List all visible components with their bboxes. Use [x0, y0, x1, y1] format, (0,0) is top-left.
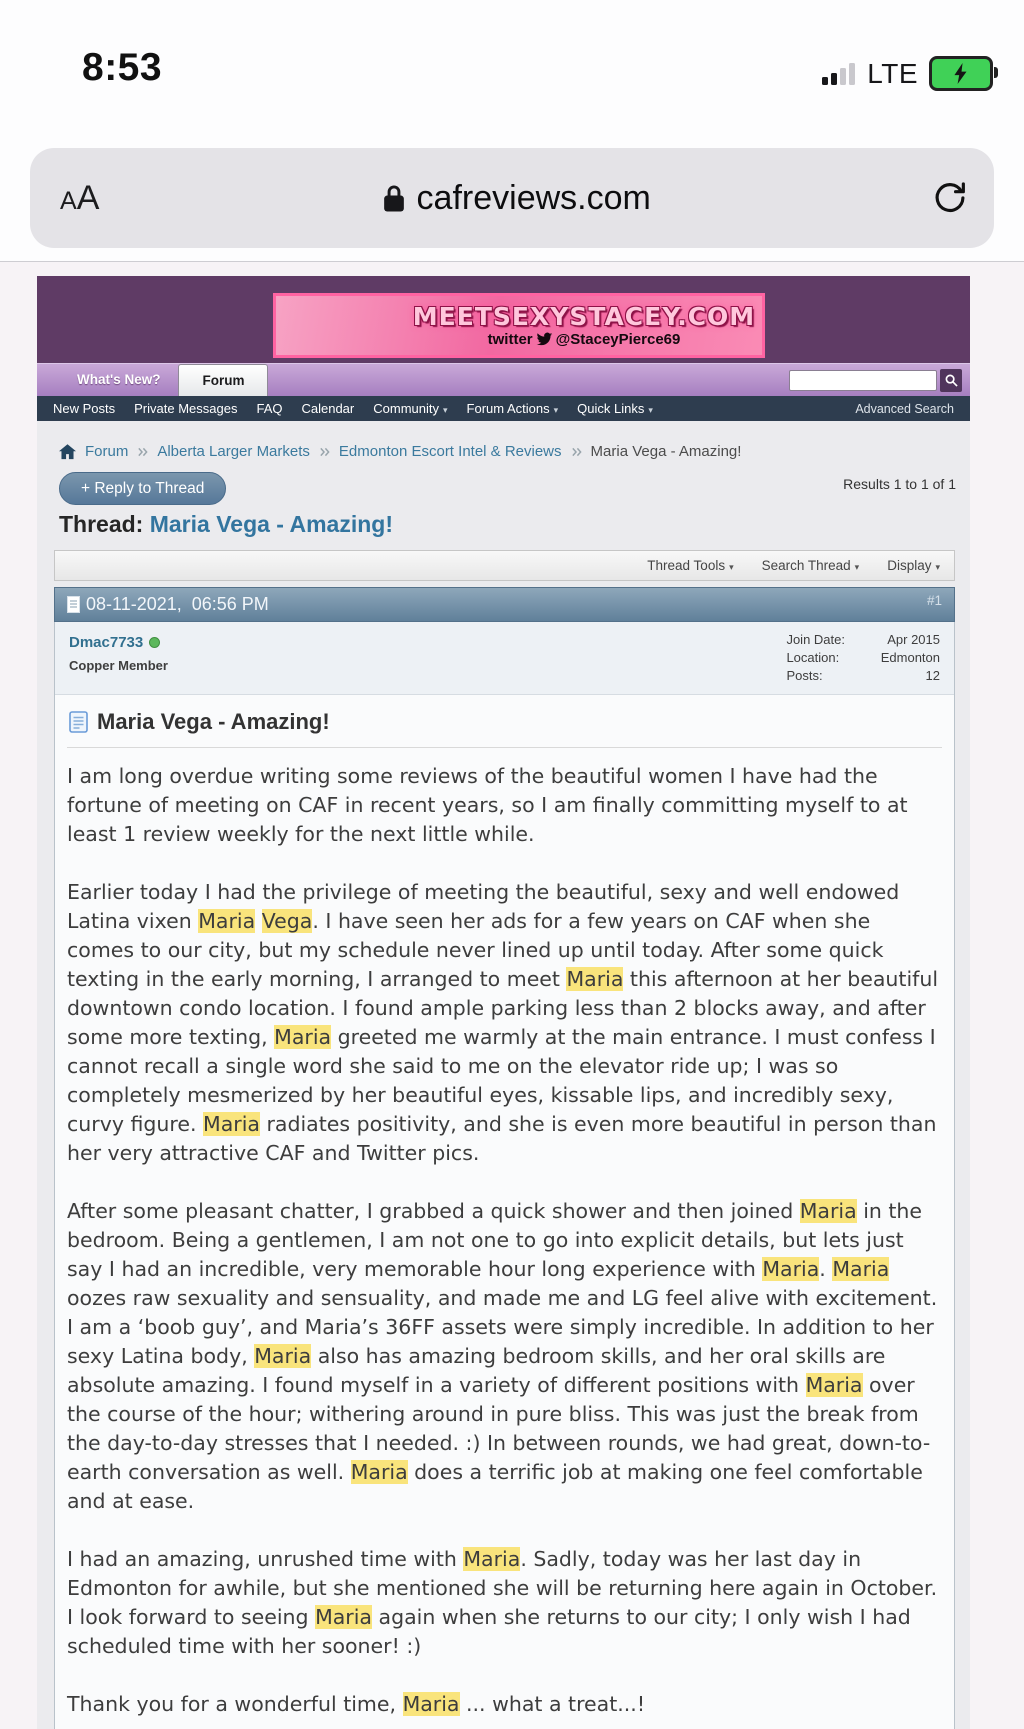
url-field[interactable] — [99, 179, 932, 218]
network-type-label: LTE — [867, 57, 918, 89]
highlighted-term: Maria — [402, 1692, 460, 1716]
cellular-signal-icon — [822, 62, 856, 86]
post-body — [67, 762, 942, 1719]
thread-toolbar — [54, 550, 955, 581]
nav-calendar[interactable]: Calendar — [301, 401, 355, 416]
location-label: Location: — [786, 650, 840, 665]
highlighted-term: Maria — [198, 909, 256, 933]
author-rank: Copper Member — [69, 658, 168, 673]
webpage — [0, 262, 1024, 1729]
post-title-row — [67, 707, 942, 748]
reload-button[interactable] — [932, 180, 968, 216]
breadcrumb-separator-icon — [319, 446, 330, 458]
browser-chrome — [0, 148, 1024, 262]
highlighted-term: Maria — [274, 1025, 332, 1049]
search-button[interactable] — [940, 369, 962, 392]
banner-photo — [276, 296, 406, 355]
breadcrumb-separator-icon — [571, 446, 582, 458]
author-username-link[interactable]: Dmac7733 — [69, 634, 144, 651]
post-title-text: Maria Vega - Amazing! — [97, 709, 330, 734]
tab-whats-new[interactable]: What's New? — [77, 372, 161, 387]
author-stats — [786, 631, 940, 685]
post-paragraph: Thank you for a wonderful time, Maria ... what a treat...! — [67, 1692, 646, 1716]
breadcrumb-forum[interactable]: Forum — [85, 443, 129, 460]
document-icon — [69, 711, 88, 733]
highlighted-term: Maria — [566, 967, 624, 991]
thread-title-link[interactable]: Maria Vega - Amazing! — [149, 511, 393, 537]
nav-forum-actions[interactable]: Forum Actions ▾ — [466, 401, 559, 416]
highlighted-term: Vega — [261, 909, 313, 933]
results-count: Results 1 to 1 of 1 — [843, 476, 956, 492]
ad-banner[interactable] — [273, 293, 765, 358]
online-status-icon — [149, 637, 160, 648]
nav-faq[interactable]: FAQ — [256, 401, 283, 416]
breadcrumb-separator-icon — [137, 446, 148, 458]
banner-title: MEETSEXYSTACEY.COM — [412, 302, 756, 331]
posts-value: 12 — [925, 668, 940, 683]
post-header-bar — [54, 587, 955, 622]
display-dropdown[interactable]: Display ▾ — [887, 558, 940, 573]
join-date-label: Join Date: — [786, 632, 845, 647]
highlighted-term: Maria — [832, 1257, 890, 1281]
highlighted-term: Maria — [315, 1605, 372, 1629]
chevron-down-icon: ▾ — [443, 405, 448, 415]
post-number-link[interactable]: #1 — [926, 593, 942, 608]
post-paragraph: I am long overdue writing some reviews of the beautiful women I have had the fortune of meeting on CAF in recent years, so I am finally committing myself to at least 1 review weekly for the next little while. — [67, 764, 908, 846]
highlighted-term: Maria — [350, 1460, 408, 1484]
chevron-down-icon: ▾ — [729, 562, 734, 572]
twitter-bird-icon — [536, 332, 553, 347]
forum-header — [37, 276, 970, 363]
highlighted-term: Maria — [203, 1112, 260, 1136]
chevron-down-icon: ▾ — [935, 562, 940, 572]
chevron-down-icon: ▾ — [553, 405, 559, 415]
highlighted-term: Maria — [805, 1373, 863, 1397]
post-author-panel — [55, 622, 954, 695]
highlighted-term: Maria — [799, 1199, 857, 1223]
reader-text-size-button[interactable]: AA — [60, 178, 100, 217]
post-page-icon — [67, 596, 80, 613]
status-time: 8:53 — [82, 46, 163, 89]
breadcrumb — [37, 443, 970, 460]
highlighted-term: Maria — [762, 1257, 820, 1281]
url-domain: cafreviews.com — [416, 178, 651, 217]
banner-twitter-label: twitter — [487, 331, 533, 348]
location-value: Edmonton — [880, 650, 940, 665]
thread-controls — [37, 472, 970, 505]
tab-forum[interactable]: Forum — [178, 364, 268, 396]
post-content — [55, 695, 954, 1729]
nav-community[interactable]: Community ▾ — [373, 401, 448, 416]
breadcrumb-alberta-larger-markets[interactable]: Alberta Larger Markets — [157, 443, 310, 460]
search-input[interactable] — [789, 370, 937, 391]
search-thread-dropdown[interactable]: Search Thread ▾ — [761, 558, 860, 573]
thread-tools-dropdown[interactable]: Thread Tools ▾ — [647, 558, 734, 573]
nav-private-messages[interactable]: Private Messages — [134, 401, 238, 416]
nav-quick-links[interactable]: Quick Links ▾ — [577, 401, 653, 416]
reply-to-thread-button[interactable]: + Reply to Thread — [59, 472, 226, 505]
lock-icon — [381, 182, 407, 214]
battery-charging-icon — [929, 56, 993, 91]
forum-content — [37, 421, 970, 1729]
post-paragraph: Earlier today I had the privilege of meeting the beautiful, sexy and well endowed Latina vixen Maria Vega. I have seen her ads for a few years on CAF when she comes to our city, but my schedule never lined up until today. After some quick texting in the early morning, I arranged to meet Maria this afternoon at her beautiful downtown condo location. I found ample parking less than 2 blocks away, and after some more texting, Maria greeted me warmly at the main entrance. I must confess I cannot recall a single word she said to me on the elevator ride up; I was so completely mesmerized by her beautiful eyes, kissable lips, and incredibly sexy, curvy figure. Maria radiates positivity, and she is even more beautiful in person than her very attractive CAF and Twitter pics. — [67, 880, 939, 1165]
post-paragraph: I had an amazing, unrushed time with Maria. Sadly, today was her last day in Edmonton for awhile, but she mentioned she will be returning here again in October. I look forward to seeing Maria again when she returns to our city; I only wish I had scheduled time with her sooner! :) — [67, 1547, 938, 1658]
search-icon — [945, 374, 958, 387]
breadcrumb-current-thread: Maria Vega - Amazing! — [590, 443, 742, 460]
join-date-value: Apr 2015 — [887, 632, 940, 647]
status-bar — [0, 0, 1024, 148]
highlighted-term: Maria — [254, 1344, 312, 1368]
breadcrumb-edmonton-escort-intel[interactable]: Edmonton Escort Intel & Reviews — [338, 443, 562, 460]
banner-twitter-handle: @StaceyPierce69 — [555, 331, 681, 348]
forum-tab-bar — [37, 363, 970, 396]
post — [54, 587, 955, 1729]
post-paragraph: After some pleasant chatter, I grabbed a quick shower and then joined Maria in the bedroom. Being a gentlemen, I am not one to go into explicit details, but lets just say I had an incredible, very memorable hour long experience with Maria. Maria oozes raw sexuality and sensuality, and made me and LG feel alive with excitement. I am a ‘boob guy’, and Maria’s 36FF assets were simply incredible. In addition to her sexy Latina body, Maria also has amazing bedroom skills, and her oral skills are absolute amazing. I found myself in a variety of different positions with Maria over the course of the hour; withering around in pure bliss. This was just the break from the day-to-day stresses that I needed. :) In between rounds, we had great, down-to-earth conversation as well. Maria does a terrific job at making one feel comfortable and at ease. — [67, 1199, 938, 1513]
address-bar[interactable] — [30, 148, 994, 248]
post-timestamp: 08-11-2021, 06:56 PM — [86, 594, 269, 614]
home-icon[interactable] — [59, 444, 76, 460]
chevron-down-icon: ▾ — [648, 405, 653, 415]
nav-new-posts[interactable]: New Posts — [53, 401, 116, 416]
highlighted-term: Maria — [463, 1547, 521, 1571]
thread-label: Thread: — [59, 511, 144, 537]
nav-advanced-search[interactable]: Advanced Search — [855, 401, 954, 416]
forum-navbar — [37, 396, 970, 421]
status-icons — [822, 56, 993, 91]
posts-label: Posts: — [786, 668, 823, 683]
chevron-down-icon: ▾ — [854, 562, 860, 572]
thread-heading — [37, 511, 970, 538]
